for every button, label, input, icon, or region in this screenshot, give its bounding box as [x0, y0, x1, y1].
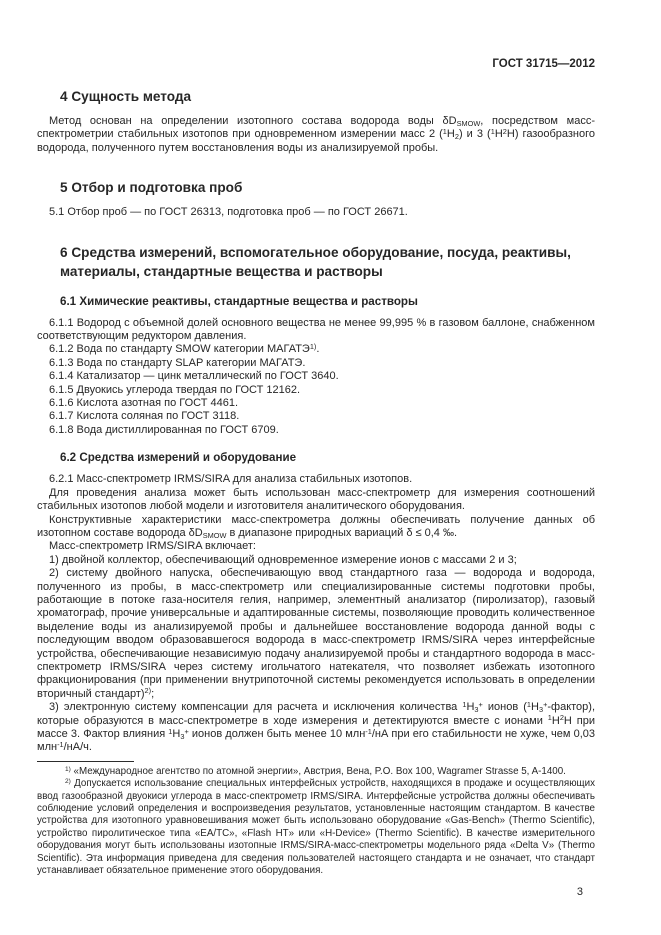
clause-6-2-1: 6.2.1 Масс-спектрометр IRMS/SIRA для анализа стабильных изотопов. — [49, 473, 413, 486]
list-item-2: 2) систему двойного напуска, обеспечивающую ввод стандартного газа — водорода и водорода, полученного из пробы, в масс-спектрометр или специализированные системы подготовки пробы, работающие в потоке газа-носителя гелия, например, элементный анализатор (пиролизатор), газовый хроматограф, прочие универсальные и адаптированные системы, позволяющие проводить количественное выделение воды из анализируемой пробы и дальнейшее восстановление водорода данной воды с последующим вводом образовавшегося водорода в масс-спектрометр IRMS/SIRA через интерфейсные устройства, обеспечивающие независимую подачу анализируемой пробы и стандартного водорода в масс-спектрометр IRMS/SIRA через систему игольчатого натекателя, что позволяет избежать изотопного фракционирования (при применении внутрипоточной системы рекомендуется использовать в определении вторичный стандарт)$^{2)}$; — [37, 567, 595, 700]
subsection-6-1-heading: 6.1 Химические реактивы, стандартные вещества и растворы — [60, 294, 418, 308]
subsection-6-2-heading: 6.2 Средства измерений и оборудование — [60, 451, 297, 465]
clause-6-2-1-para-2: Для проведения анализа может быть использован масс-спектрометр для измерения соотношений стабильных изотопов любой модели и изготовителя аналитического оборудования. — [37, 486, 595, 513]
subsection-6-2-clauses — [37, 473, 595, 755]
section-5-heading: 5 Отбор и подготовка проб — [60, 180, 243, 196]
clause-6-1-6: 6.1.6 Кислота азотная по ГОСТ 4461. — [49, 397, 239, 410]
standard-designation: ГОСТ 31715—2012 — [492, 58, 595, 70]
clause-6-1-7: 6.1.7 Кислота соляная по ГОСТ 3118. — [49, 410, 240, 423]
clause-6-1-1: 6.1.1 Водород с объемной долей основного вещества не менее 99,995 % в газовом баллоне, снабженном соответствующим редуктором давления. — [37, 316, 595, 343]
clause-6-1-2: 6.1.2 Вода по стандарту SMOW категории МАГАТЭ$^{1)}$. — [49, 342, 320, 356]
clause-5-1: 5.1 Отбор проб — по ГОСТ 26313, подготовка проб — по ГОСТ 26671. — [49, 206, 408, 219]
section-4-heading: 4 Сущность метода — [60, 89, 192, 104]
subsection-6-1-clauses — [37, 317, 595, 438]
clause-6-2-1-para-3: Конструктивные характеристики масс-спектрометра должны обеспечивать получение данных об изотопном составе водорода $\delta D_{SMOW}$ в диапазоне природных вариаций δ ≤ 0,4 ‰. — [37, 513, 595, 540]
footnote-2: $^{2)}$ Допускается использование специальных интерфейсных устройств, находящихся в продаже и осуществляющих ввод газообразной двуокиси углерода в масс-спектрометр IRMS/SIRA. Интерфейсные устройства должны обеспечивать соблюдение условий определения и воспроизведения результатов, установленные настоящим стандартом. В качестве устройства для изотопного уравновешивания может быть использовано оборудование «Gas-Bench» (Thermo Scientific), устройство пиролитическое типа «EA/TC», «Flash HT» или «H-Device» (Thermo Scientific). В качестве измерительного оборудования могут быть использованы изотопные IRMS/SIRA-масс-спектрометры модельного ряда «Delta V» (Thermo Scientific). Эта информация приведена для сведения пользователей настоящего стандарта и не означает, что стандарт устанавливает обязательное применение этого оборудования. — [37, 778, 595, 877]
clause-6-1-8: 6.1.8 Вода дистиллированная по ГОСТ 6709. — [49, 423, 279, 436]
list-item-1: 1) двойной коллектор, обеспечивающий одновременное измерение ионов с массами 2 и 3; — [49, 553, 517, 566]
section-4-paragraph: Метод основан на определении изотопного состава водорода воды $\delta D_{SMOW}$, посредством масс-спектрометрии стабильных изотопов при одновременном измерении масс 2 $(^1H_2)$ и 3 $(^1H^2H)$ газообразного водорода, полученного путем восстановления воды из анализируемой пробы. — [37, 115, 596, 154]
footnote-divider — [37, 761, 134, 762]
list-item-3: 3) электронную систему компенсации для расчета и исключения количества $^1H_3^+$ ионов $(^1H_3^+-фактор)$, которые образуются в масс-спектрометре в ходе измерения и детектируются вместе с ионами $^1H^2H$ при массе 3. Фактор влияния $^1H_3^+$ ионов должен быть менее 10 млн$^{-1}$/нА при его стабильности не хуже, чем 0,03 млн$^{-1}$/нА/ч. — [37, 699, 596, 754]
page-number: 3 — [576, 886, 583, 899]
footnote-1: $^{1)}$ «Международное агентство по атомной энергии», Австрия, Вена, P.O. Box 100, Wagramer Strasse 5, A-1400. — [65, 765, 566, 777]
clause-6-1-4: 6.1.4 Катализатор — цинк металлический по ГОСТ 3640. — [49, 370, 339, 383]
clause-6-1-3: 6.1.3 Вода по стандарту SLAP категории МАГАТЭ. — [49, 356, 306, 369]
clause-6-1-5: 6.1.5 Двуокись углерода твердая по ГОСТ 12162. — [49, 383, 301, 396]
section-6-heading: 6 Средства измерений, вспомогательное оборудование, посуда, реактивы, материалы, стандартные вещества и растворы — [60, 244, 571, 279]
clause-6-2-1-para-4: Масс-спектрометр IRMS/SIRA включает: — [49, 540, 256, 553]
